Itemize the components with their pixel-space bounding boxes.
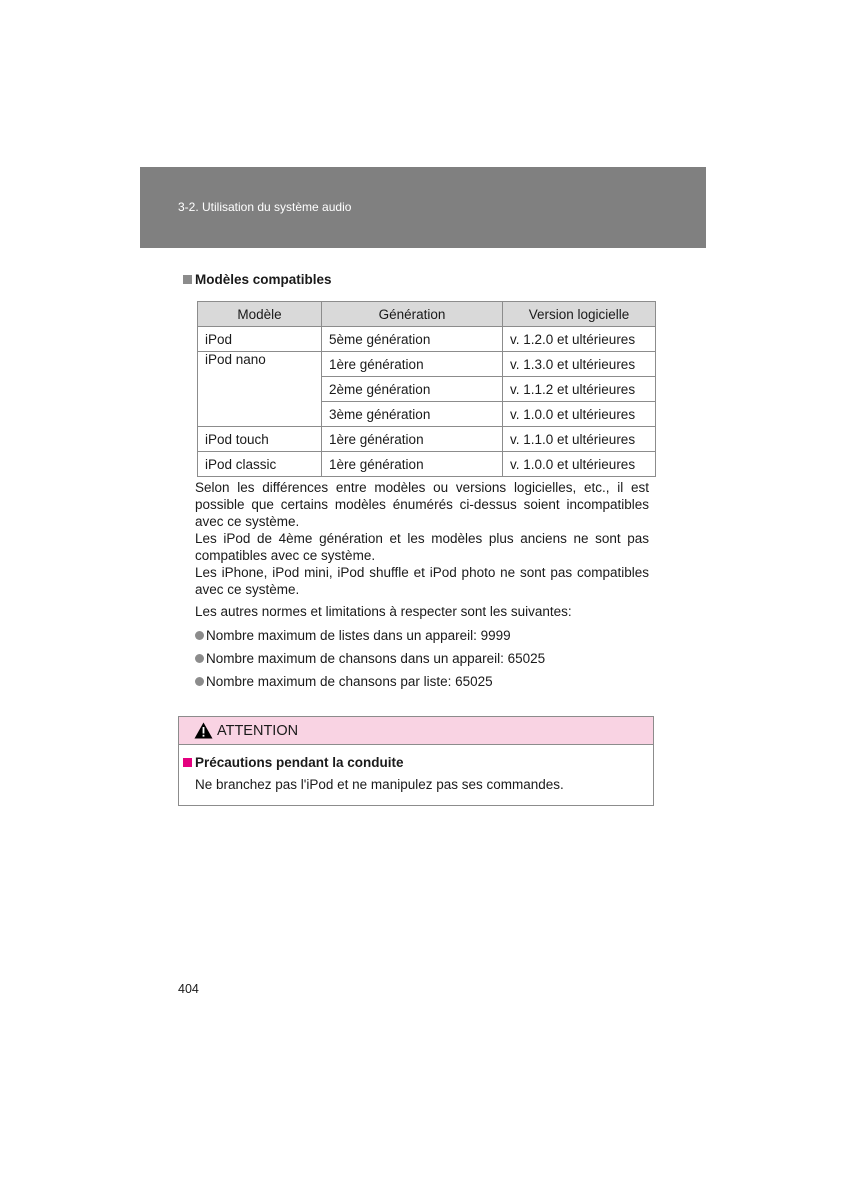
column-header-generation: Génération — [322, 302, 503, 327]
list-item — [195, 673, 493, 690]
square-bullet-icon — [183, 275, 192, 284]
list-item — [195, 650, 545, 667]
list-item-text: Nombre maximum de chansons par liste: 65025 — [206, 674, 493, 689]
cell-generation: 2ème génération — [322, 377, 503, 402]
attention-text: Ne branchez pas l'iPod et ne manipulez pas ses commandes. — [195, 777, 564, 792]
table-row — [198, 352, 656, 377]
table-row — [198, 427, 656, 452]
compatible-models-table — [197, 301, 656, 477]
cell-model: iPod touch — [198, 427, 322, 452]
attention-subheading — [183, 755, 404, 770]
attention-subtitle: Précautions pendant la conduite — [195, 755, 404, 770]
bullet-dot-icon — [195, 677, 204, 686]
table-row — [198, 452, 656, 477]
column-header-model: Modèle — [198, 302, 322, 327]
chapter-header-band — [140, 167, 706, 248]
cell-generation: 1ère génération — [322, 427, 503, 452]
table-header-row — [198, 302, 656, 327]
attention-header — [179, 717, 653, 745]
attention-title: ATTENTION — [217, 722, 299, 739]
table-row — [198, 327, 656, 352]
breadcrumb: 3-2. Utilisation du système audio — [178, 200, 352, 214]
list-item — [195, 627, 511, 644]
paragraph: Les autres normes et limitations à respecter sont les suivantes: — [195, 604, 572, 619]
warning-triangle-icon — [194, 722, 213, 739]
paragraph: Selon les différences entre modèles ou versions logicielles, etc., il est possible que certains modèles énumérés ci-dessus soient incompatibles avec ce système. — [195, 480, 649, 529]
cell-version: v. 1.1.0 et ultérieures — [503, 427, 656, 452]
cell-generation: 1ère génération — [322, 452, 503, 477]
cell-model: iPod — [198, 327, 322, 352]
cell-version: v. 1.1.2 et ultérieures — [503, 377, 656, 402]
cell-model: iPod classic — [198, 452, 322, 477]
list-item-text: Nombre maximum de listes dans un appareil: 9999 — [206, 628, 511, 643]
attention-box — [178, 716, 654, 806]
paragraph: Les iPhone, iPod mini, iPod shuffle et iPod photo ne sont pas compatibles avec ce système. — [195, 565, 649, 597]
square-bullet-icon — [183, 758, 192, 767]
page-number: 404 — [178, 982, 199, 996]
section-heading — [183, 272, 332, 287]
cell-version: v. 1.0.0 et ultérieures — [503, 402, 656, 427]
paragraph: Les iPod de 4ème génération et les modèles plus anciens ne sont pas compatibles avec ce système. — [195, 531, 649, 563]
cell-version: v. 1.3.0 et ultérieures — [503, 352, 656, 377]
cell-model: iPod nano — [198, 352, 322, 427]
cell-generation: 5ème génération — [322, 327, 503, 352]
column-header-version: Version logicielle — [503, 302, 656, 327]
list-item-text: Nombre maximum de chansons dans un appareil: 65025 — [206, 651, 546, 666]
cell-generation: 3ème génération — [322, 402, 503, 427]
bullet-dot-icon — [195, 654, 204, 663]
bullet-dot-icon — [195, 631, 204, 640]
cell-version: v. 1.0.0 et ultérieures — [503, 452, 656, 477]
section-title: Modèles compatibles — [195, 272, 332, 287]
cell-generation: 1ère génération — [322, 352, 503, 377]
cell-version: v. 1.2.0 et ultérieures — [503, 327, 656, 352]
